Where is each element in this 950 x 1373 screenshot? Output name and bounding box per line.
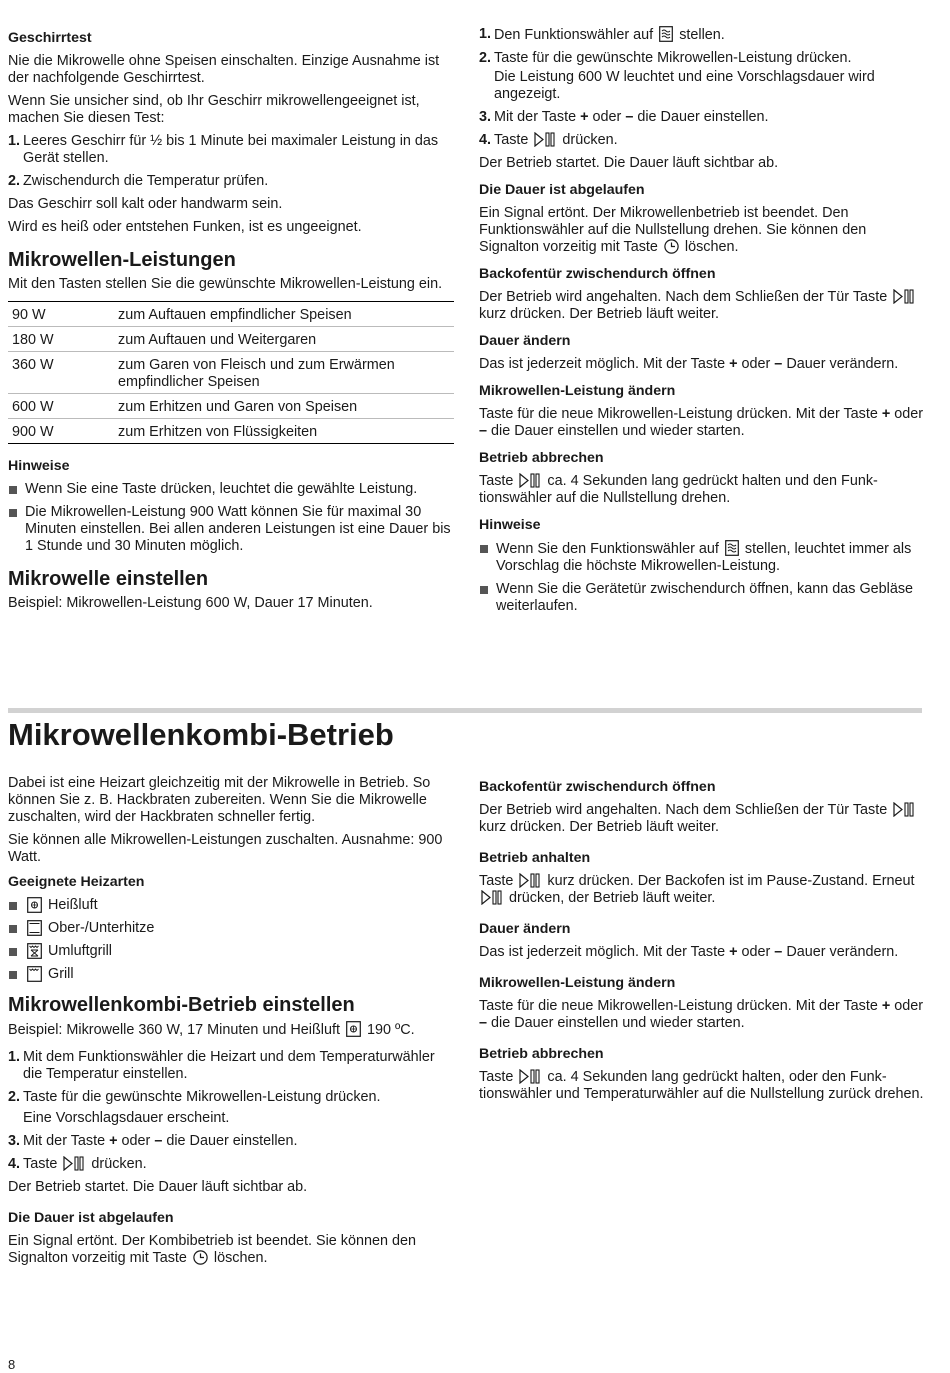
bullet-icon (9, 486, 17, 494)
right-bottom-column (479, 775, 925, 1109)
start-pause-icon (893, 289, 915, 304)
right-top-column (479, 26, 925, 621)
list-item: 1. Mit dem Funktionswähler die Heizart und dem Temperaturwähler die Temperatur einstellen. (8, 1049, 435, 1082)
clock-icon (193, 1250, 208, 1265)
hinweise-list (479, 540, 925, 615)
minus-icon: – (625, 109, 634, 125)
list-item: Ober-/Unterhitze (8, 920, 454, 937)
step2-note: Die Leistung 600 W leuchtet und eine Vorschlagsdauer wird angezeigt. (494, 69, 875, 102)
geschirrtest-p4: Wird es heiß oder entstehen Funken, ist es ungeeignet. (8, 219, 362, 235)
abbrechen-heading: Betrieb abbrechen (479, 1046, 604, 1062)
kombi-einstellen-heading: Mikrowellenkombi-Betrieb einstellen (8, 994, 355, 1016)
table-row: 180 W zum Auftauen und Weitergaren (8, 327, 454, 352)
left-top-column (8, 26, 454, 618)
geschirrtest-heading: Geschirrtest (8, 30, 92, 46)
hinweise-list (8, 481, 454, 555)
bullet-icon (9, 925, 17, 933)
geschirrtest-steps (8, 133, 454, 190)
minus-icon: – (774, 356, 783, 372)
tuer-heading: Backofentür zwischendurch öffnen (479, 779, 716, 795)
hinweise-heading: Hinweise (479, 517, 541, 533)
start-pause-icon (893, 802, 915, 817)
list-item: 2. Taste für die gewünschte Mikrowellen-Leistung drücken. (479, 50, 852, 66)
kombi-intro-p2: Sie können alle Mikrowellen-Leistungen zuschalten. Ausnahme: 900 Watt. (8, 832, 443, 865)
top-bottom-heat-icon (27, 920, 42, 936)
tuer-text: Der Betrieb wird angehalten. Nach dem Schließen der Tür Taste kurz drücken. Der Betrieb läuft weiter. (479, 802, 925, 836)
leistungen-table (8, 301, 454, 444)
abgelaufen-text: Ein Signal ertönt. Der Mikrowellenbetrieb ist beendet. Den Funktionswähler auf die Nullstellung drehen. Sie können den Signalton vorzeitig mit Taste löschen. (479, 205, 867, 255)
start-pause-icon (534, 132, 556, 147)
kombi-example: Beispiel: Mikrowelle 360 W, 17 Minuten und Heißluft 190 ºC. (8, 1022, 415, 1038)
list-item: 2. Taste für die gewünschte Mikrowellen-Leistung drücken. (8, 1089, 381, 1105)
einstellen-heading: Mikrowelle einstellen (8, 568, 209, 590)
tuer-heading: Backofentür zwischendurch öffnen (479, 266, 716, 282)
list-item: Umluftgrill (8, 943, 454, 960)
start-pause-icon (519, 473, 541, 488)
start-pause-icon (63, 1156, 85, 1171)
minus-icon: – (479, 423, 488, 439)
bullet-icon (9, 902, 17, 910)
table-row: 900 W zum Erhitzen von Flüssigkeiten (8, 419, 454, 444)
list-item: 1. Den Funktionswähler auf stellen. (479, 26, 725, 43)
dauer-heading: Dauer ändern (479, 921, 571, 937)
minus-icon: – (774, 944, 783, 960)
anhalten-heading: Betrieb anhalten (479, 850, 591, 866)
leistungen-heading: Mikrowellen-Leistungen (8, 249, 236, 271)
plus-icon: + (109, 1133, 118, 1149)
bullet-icon (480, 545, 488, 553)
list-item: Grill (8, 966, 454, 983)
list-item: 2. Zwischendurch die Temperatur prüfen. (8, 173, 269, 189)
start-pause-icon (519, 873, 541, 888)
section-divider (8, 708, 922, 713)
geschirrtest-p3: Das Geschirr soll kalt oder handwarm sein. (8, 196, 283, 212)
plus-icon: + (729, 944, 738, 960)
list-item: 4. Taste drücken. (479, 132, 618, 148)
tuer-text: Der Betrieb wird angehalten. Nach dem Schließen der Tür Taste kurz drücken. Der Betrieb läuft weiter. (479, 289, 925, 323)
minus-icon: – (479, 1015, 488, 1031)
start-text: Der Betrieb startet. Die Dauer läuft sichtbar ab. (8, 1179, 308, 1195)
geschirrtest-p1: Nie die Mikrowelle ohne Speisen einschalten. Einzige Ausnahme ist der nachfolgende Geschirrtest. (8, 53, 440, 86)
plus-icon: + (729, 356, 738, 372)
kombi-steps (8, 1049, 454, 1173)
grill-icon (27, 966, 42, 982)
list-item: 4. Taste drücken. (8, 1156, 147, 1172)
microwave-mode-icon (725, 540, 739, 556)
step2-note: Eine Vorschlagsdauer erscheint. (23, 1110, 230, 1126)
abgelaufen-heading: Die Dauer ist abgelaufen (479, 182, 645, 198)
abgelaufen-heading: Die Dauer ist abgelaufen (8, 1210, 174, 1226)
section-title: Mikrowellenkombi-Betrieb (8, 717, 394, 752)
leistung-text: Taste für die neue Mikrowellen-Leistung drücken. Mit der Taste + oder – die Dauer einstellen und wieder starten. (479, 998, 924, 1031)
list-item: 3. Mit der Taste + oder – die Dauer einstellen. (479, 109, 769, 125)
list-item: Wenn Sie die Gerätetür zwischendurch öffnen, kann das Gebläse weiterlaufen. (479, 581, 925, 615)
start-pause-icon (519, 1069, 541, 1084)
dauer-heading: Dauer ändern (479, 333, 571, 349)
minus-icon: – (154, 1133, 163, 1149)
hot-air-icon (27, 897, 42, 913)
plus-icon: + (881, 998, 891, 1014)
start-text: Der Betrieb startet. Die Dauer läuft sichtbar ab. (479, 155, 779, 171)
bullet-icon (9, 948, 17, 956)
leistungen-intro: Mit den Tasten stellen Sie die gewünschte Mikrowellen-Leistung ein. (8, 276, 443, 292)
list-item: 1. Leeres Geschirr für ½ bis 1 Minute bei maximaler Leistung in das Gerät stellen. (8, 133, 439, 166)
dauer-text: Das ist jederzeit möglich. Mit der Taste + oder – Dauer verändern. (479, 944, 899, 960)
dauer-text: Das ist jederzeit möglich. Mit der Taste + oder – Dauer verändern. (479, 356, 899, 372)
leistung-heading: Mikrowellen-Leistung ändern (479, 975, 676, 991)
heizarten-heading: Geeignete Heizarten (8, 874, 145, 890)
anhalten-text: Taste kurz drücken. Der Backofen ist im Pause-Zustand. Erneut drücken, der Betrieb läuft weiter. (479, 873, 915, 906)
table-row: 600 W zum Erhitzen und Garen von Speisen (8, 394, 454, 419)
kombi-intro-p1: Dabei ist eine Heizart gleichzeitig mit der Mikrowelle in Betrieb. So können Sie z. B. Hackbraten zubereiten. Wenn Sie die Mikrowelle zuschalten, wird der Hackbraten schneller fertig. (8, 775, 431, 825)
bullet-icon (480, 586, 488, 594)
page-number: 8 (8, 1357, 16, 1372)
plus-icon: + (580, 109, 589, 125)
mw-steps (479, 26, 925, 149)
list-item: 3. Mit der Taste + oder – die Dauer einstellen. (8, 1133, 298, 1149)
abgelaufen-text: Ein Signal ertönt. Der Kombibetrieb ist beendet. Sie können den Signalton vorzeitig mit Taste löschen. (8, 1233, 416, 1266)
list-item: Die Mikrowellen-Leistung 900 Watt können Sie für maximal 30 Minuten einstellen. Bei allen anderen Leistungen ist eine Dauer bis 1 Stunde und 30 Minuten möglich. (8, 504, 454, 555)
table-row: 360 W zum Garen von Fleisch und zum Erwärmen empfindlicher Speisen (8, 352, 454, 394)
hinweise-heading: Hinweise (8, 458, 70, 474)
start-pause-icon (481, 890, 503, 905)
bullet-icon (9, 971, 17, 979)
leistung-heading: Mikrowellen-Leistung ändern (479, 383, 676, 399)
left-bottom-column (8, 775, 454, 1273)
abbrechen-text: Taste ca. 4 Sekunden lang gedrückt halten, oder den Funktionswähler und Temperaturwähler auf die Nullstellung zurück drehen. (479, 1069, 924, 1102)
geschirrtest-p2: Wenn Sie unsicher sind, ob Ihr Geschirr mikrowellengeeignet ist, machen Sie diesen Test: (8, 93, 420, 126)
convection-grill-icon (27, 943, 42, 959)
clock-icon (664, 239, 679, 254)
list-item: Heißluft (8, 897, 454, 914)
hot-air-icon (346, 1021, 361, 1037)
list-item: Wenn Sie den Funktionswähler auf stellen, leuchtet immer als Vorschlag die höchste Mikrowellen-Leistung. (479, 540, 925, 575)
abbrechen-heading: Betrieb abbrechen (479, 450, 604, 466)
einstellen-example: Beispiel: Mikrowellen-Leistung 600 W, Dauer 17 Minuten. (8, 595, 373, 611)
table-row: 90 W zum Auftauen empfindlicher Speisen (8, 302, 454, 327)
bullet-icon (9, 509, 17, 517)
abbrechen-text: Taste ca. 4 Sekunden lang gedrückt halten und den Funktionswähler auf die Nullstellung drehen. (479, 473, 878, 506)
microwave-mode-icon (659, 26, 673, 42)
plus-icon: + (881, 406, 891, 422)
heizarten-list (8, 897, 454, 983)
leistung-text: Taste für die neue Mikrowellen-Leistung drücken. Mit der Taste + oder – die Dauer einstellen und wieder starten. (479, 406, 924, 439)
list-item: Wenn Sie eine Taste drücken, leuchtet die gewählte Leistung. (8, 481, 454, 498)
